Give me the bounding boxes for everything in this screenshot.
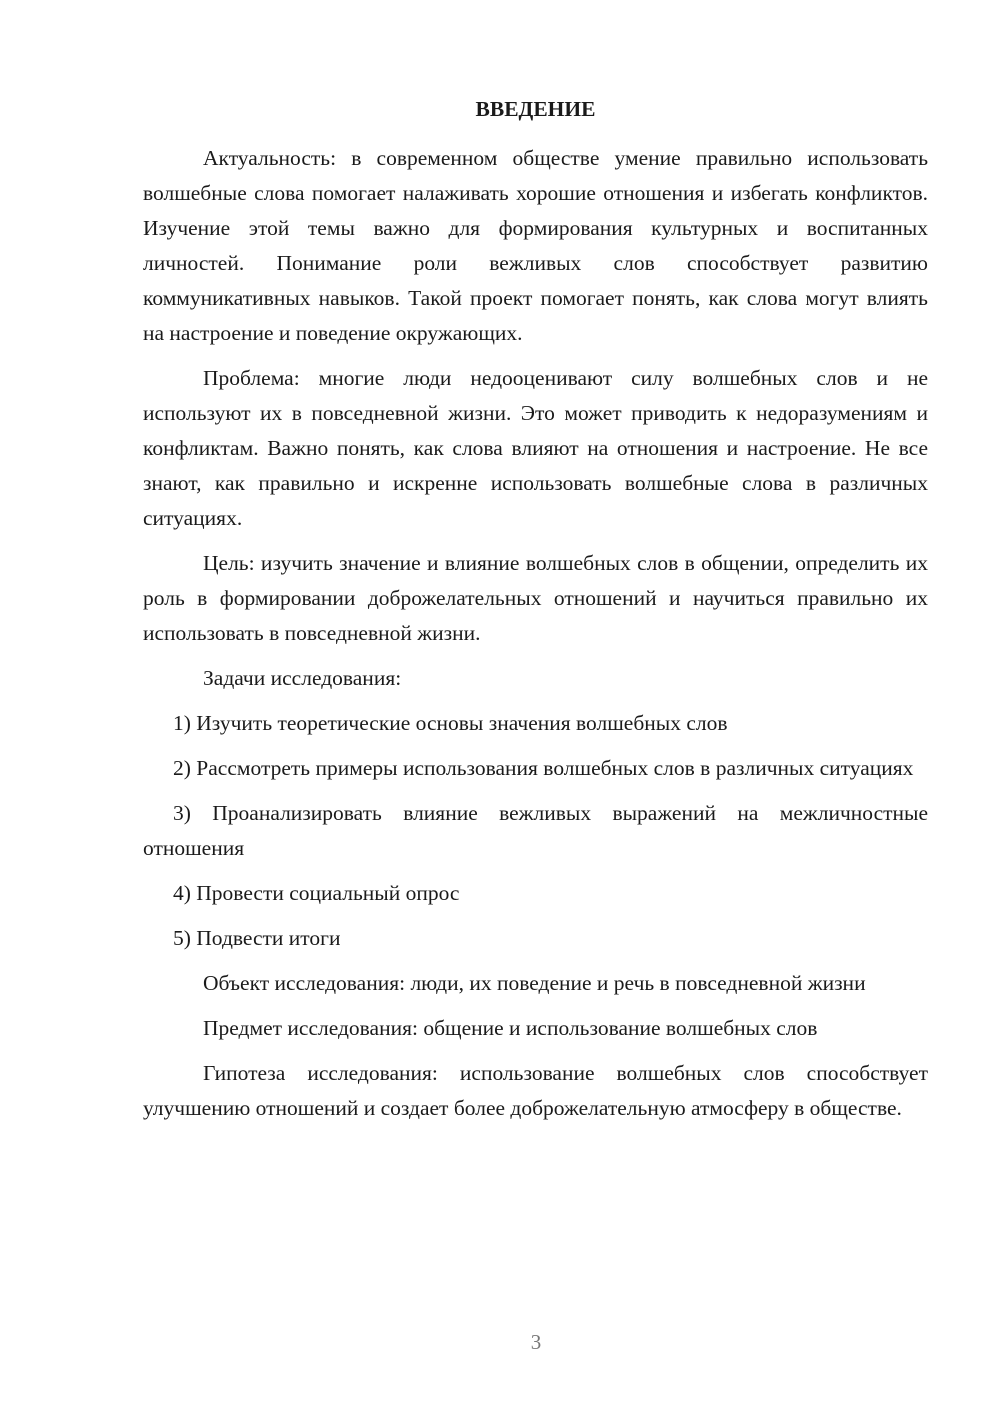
task-item: 2) Рассмотреть примеры использования волшебных слов в различных ситуациях	[173, 756, 914, 780]
tasks-heading: Задачи исследования:	[203, 666, 402, 690]
goal-paragraph: Цель: изучить значение и влияние волшебных слов в общении, определить их роль в формировании доброжелательных отношений и научиться правильно их использовать в повседневной жизни.	[143, 551, 928, 645]
task-item: 4) Провести социальный опрос	[173, 881, 460, 905]
section-title: ВВЕДЕНИЕ	[475, 97, 596, 121]
document-page	[143, 92, 928, 1136]
task-item: 3) Проанализировать влияние вежливых выражений на межличностные отношения	[143, 801, 928, 860]
page-number: 3	[530, 1330, 542, 1354]
task-item: 5) Подвести итоги	[173, 926, 341, 950]
subject-paragraph: Предмет исследования: общение и использование волшебных слов	[203, 1016, 818, 1040]
problem-paragraph: Проблема: многие люди недооценивают силу волшебных слов и не используют их в повседневной жизни. Это может приводить к недоразумениям и конфликтам. Важно понять, как слова влияют на отношения и настроение. Не все знают, как правильно и искренне использовать волшебные слова в различных ситуациях.	[143, 366, 928, 530]
tasks-list	[143, 706, 928, 956]
hypothesis-paragraph: Гипотеза исследования: использование волшебных слов способствует улучшению отношений и создает более доброжелательную атмосферу в обществе.	[143, 1061, 928, 1120]
object-paragraph: Объект исследования: люди, их поведение и речь в повседневной жизни	[203, 971, 866, 995]
relevance-paragraph: Актуальность: в современном обществе умение правильно использовать волшебные слова помогает налаживать хорошие отношения и избегать конфликтов. Изучение этой темы важно для формирования культурных и воспитанных личностей. Понимание роли вежливых слов способствует развитию коммуникативных навыков. Такой проект помогает понять, как слова могут влиять на настроение и поведение окружающих.	[143, 146, 928, 345]
task-item: 1) Изучить теоретические основы значения волшебных слов	[173, 711, 728, 735]
